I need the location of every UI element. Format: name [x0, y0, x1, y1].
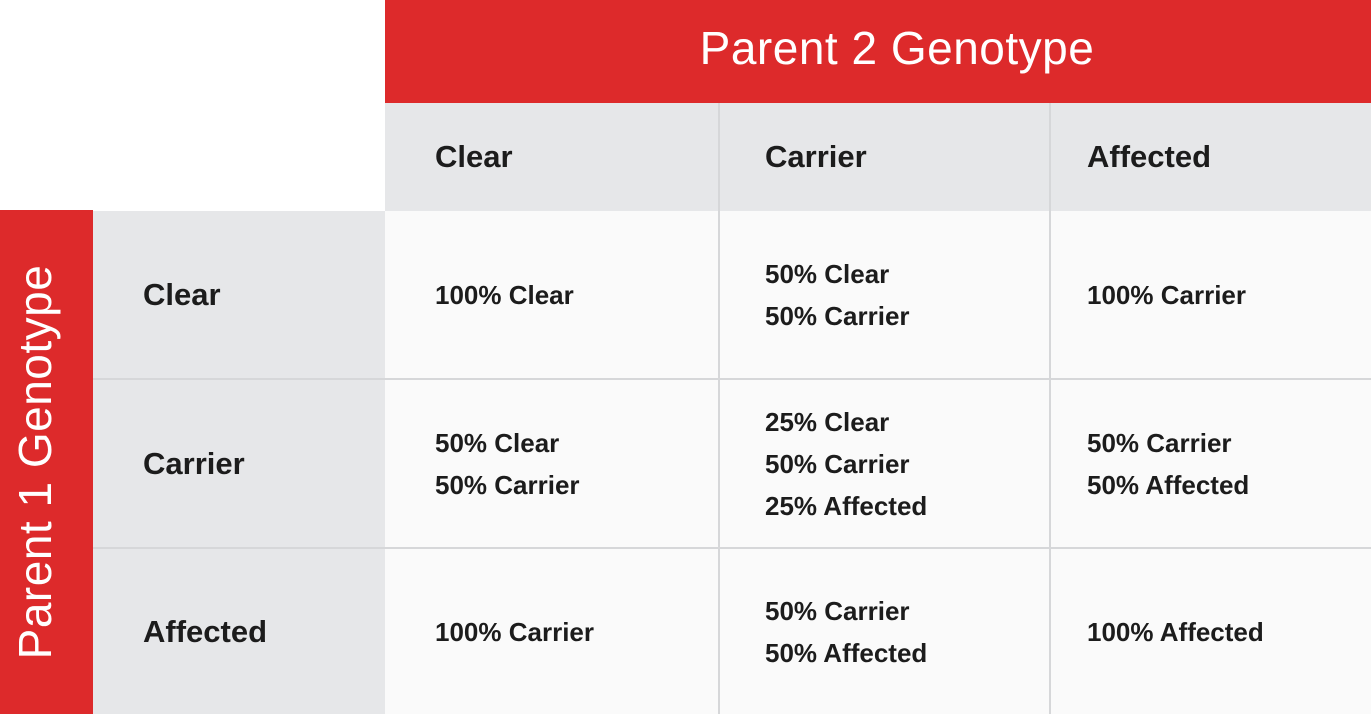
cell-carrier-x-affected [1051, 380, 1371, 549]
row-header-carrier: Carrier [93, 380, 385, 549]
cell-affected-x-affected [1051, 549, 1371, 714]
cell-outcome-line: 50% Affected [765, 637, 928, 668]
cell-outcome-line: 25% Affected [765, 490, 928, 521]
cell-outcome-line: 50% Carrier [765, 595, 910, 626]
column-header-clear: Clear [385, 103, 720, 211]
column-header-carrier: Carrier [720, 103, 1051, 211]
cell-outcome-line: 50% Carrier [765, 448, 910, 479]
cell-outcome-line: 50% Affected [1087, 469, 1250, 500]
cell-clear-x-carrier [720, 211, 1051, 380]
empty-corner [0, 0, 385, 211]
cell-outcome-line: 50% Carrier [765, 300, 910, 331]
cell-outcome-line: 100% Affected [1087, 616, 1264, 647]
cell-outcome-line: 100% Carrier [1087, 279, 1246, 310]
cell-carrier-x-carrier [720, 380, 1051, 549]
cell-outcome-line: 50% Clear [765, 258, 890, 289]
row-header-clear: Clear [93, 211, 385, 380]
cell-outcome-line: 50% Carrier [435, 469, 580, 500]
parent-1-genotype-banner [0, 210, 93, 714]
cell-outcome-line: 50% Carrier [1087, 427, 1232, 458]
column-header-affected: Affected [1051, 103, 1371, 211]
parent-2-genotype-title: Parent 2 Genotype [699, 21, 1095, 74]
cell-outcome-line: 100% Carrier [435, 616, 594, 647]
cell-outcome-line: 25% Clear [765, 406, 890, 437]
row-header-affected: Affected [93, 549, 385, 714]
cell-carrier-x-clear [385, 380, 720, 549]
cell-affected-x-clear [385, 549, 720, 714]
cell-outcome-line: 50% Clear [435, 427, 560, 458]
parent-1-genotype-title: Parent 1 Genotype [8, 264, 61, 660]
parent-2-genotype-banner [385, 0, 1371, 103]
cell-outcome-line: 100% Clear [435, 279, 574, 310]
cell-affected-x-carrier [720, 549, 1051, 714]
cell-clear-x-affected [1051, 211, 1371, 380]
cell-clear-x-clear [385, 211, 720, 380]
